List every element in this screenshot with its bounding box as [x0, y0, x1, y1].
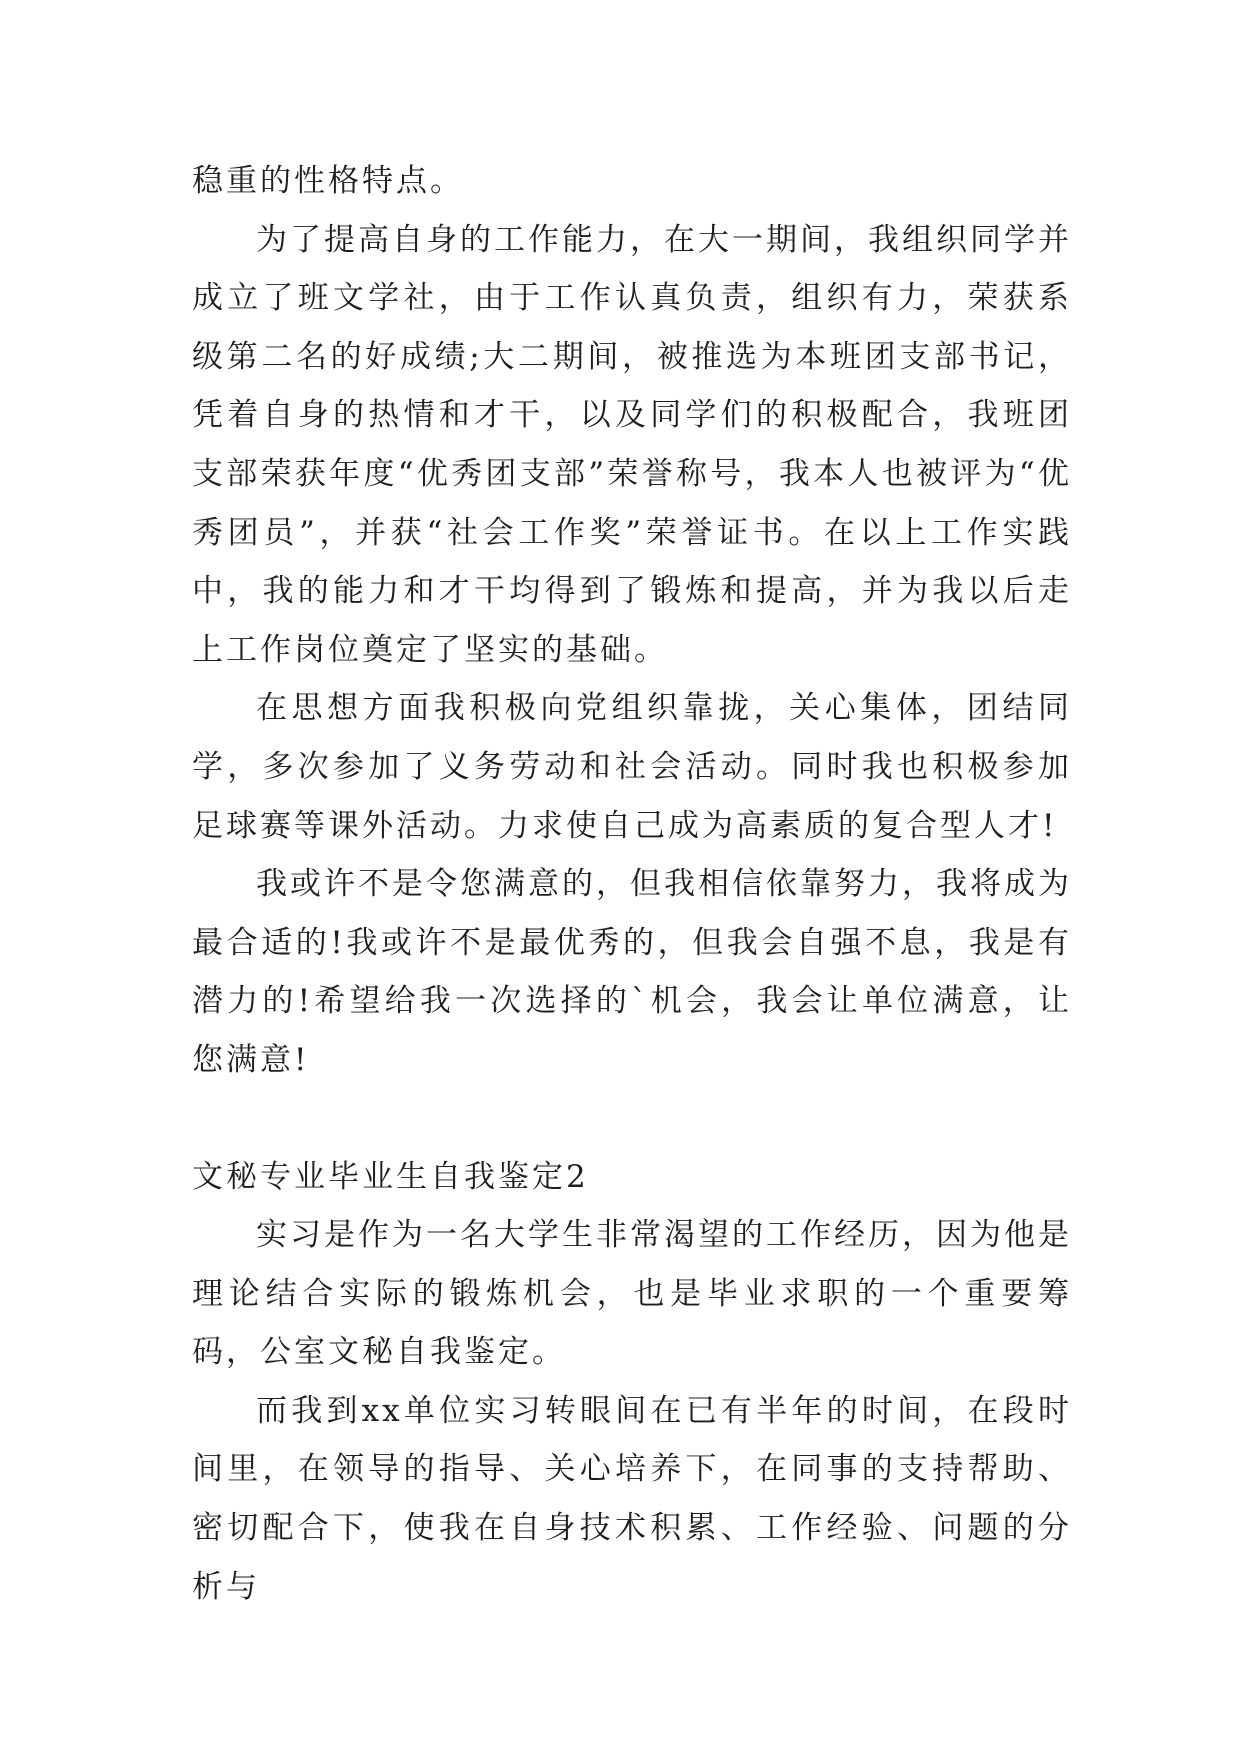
document-body [192, 152, 1072, 1616]
section-heading-2: 文秘专业毕业生自我鉴定2 [192, 1158, 589, 1195]
paragraph-2: 为了提高自身的工作能力，在大一期间，我组织同学并成立了班文学社，由于工作认真负责，组织有力，荣获系级第二名的好成绩;大二期间，被推选为本班团支部书记，凭着自身的热情和才干，以及同学们的积极配合，我班团支部荣获年度“优秀团支部”荣誉称号，我本人也被评为“优秀团员”，并获“社会工作奖”荣誉证书。在以上工作实践中，我的能力和才干均得到了锻炼和提高，并为我以后走上工作岗位奠定了坚实的基础。 [192, 221, 1072, 668]
paragraph-6: 而我到xx单位实习转眼间在已有半年的时间，在段时间里，在领导的指导、关心培养下，在同事的支持帮助、密切配合下，使我在自身技术积累、工作经验、问题的分析与 [192, 1392, 1072, 1605]
paragraph-3: 在思想方面我积极向党组织靠拢，关心集体，团结同学，多次参加了义务劳动和社会活动。同时我也积极参加足球赛等课外活动。力求使自己成为高素质的复合型人才! [192, 690, 1072, 844]
paragraph-1: 稳重的性格特点。 [192, 163, 464, 199]
paragraph-4: 我或许不是令您满意的，但我相信依靠努力，我将成为最合适的!我或许不是最优秀的，但我会自强不息，我是有潜力的!希望给我一次选择的`机会，我会让单位满意，让您满意! [192, 866, 1072, 1078]
paragraph-5: 实习是作为一名大学生非常渴望的工作经历，因为他是理论结合实际的锻炼机会，也是毕业求职的一个重要筹码，公室文秘自我鉴定。 [192, 1217, 1072, 1371]
